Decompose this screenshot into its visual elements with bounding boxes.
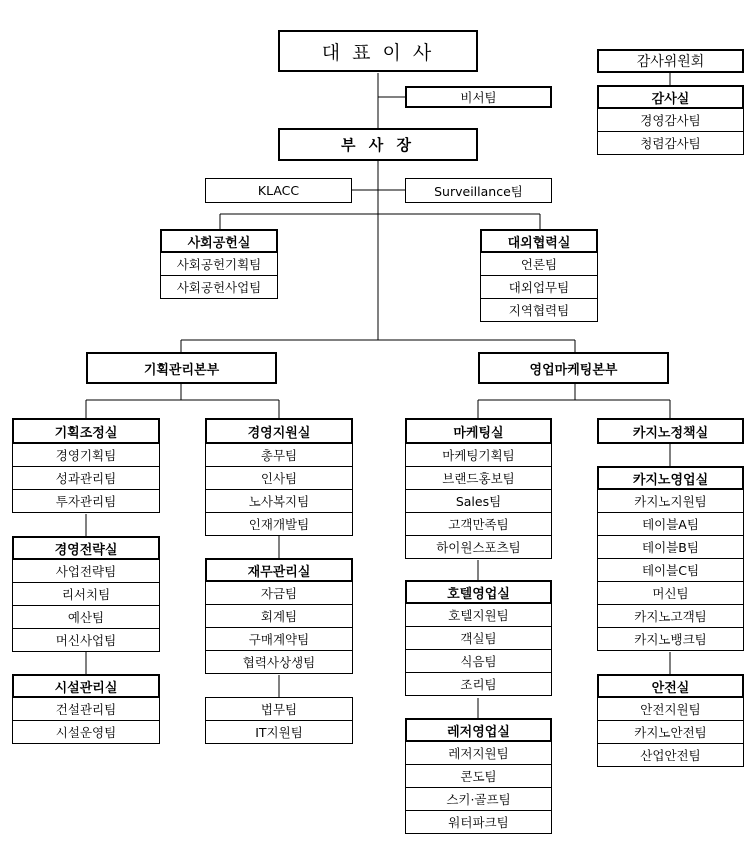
team-box: 인재개발팀 [205, 512, 353, 536]
team-box: 머신팀 [597, 581, 744, 605]
team-box: 객실팀 [405, 626, 552, 650]
office-header: 카지노영업실 [597, 466, 744, 490]
team-box: 마케팅기획팀 [405, 443, 552, 467]
audit-committee-box: 감사위원회 [597, 49, 744, 73]
team-box: 노사복지팀 [205, 489, 353, 513]
team-box: 카지노안전팀 [597, 720, 744, 744]
team-box: 레저지원팀 [405, 741, 552, 765]
social-office-group [160, 229, 278, 299]
office-header: 안전실 [597, 674, 744, 698]
team-box: 고객만족팀 [405, 512, 552, 536]
team-box: 머신사업팀 [12, 628, 160, 652]
team-box: 회계팀 [205, 604, 353, 628]
team-box: 산업안전팀 [597, 743, 744, 767]
team-box: 식음팀 [405, 649, 552, 673]
ceo-box: 대 표 이 사 [278, 30, 478, 72]
team-box: 지역협력팀 [480, 298, 598, 322]
team-box: 경영기획팀 [12, 443, 160, 467]
social-office-header: 사회공헌실 [160, 229, 278, 253]
office-header: 기획조정실 [12, 418, 160, 444]
office-header: 레저영업실 [405, 718, 552, 742]
direct-teams-group [205, 697, 353, 744]
team-box: 카지노뱅크팀 [597, 627, 744, 651]
surveillance-team-box: Surveillance팀 [405, 178, 552, 203]
external-office-header: 대외협력실 [480, 229, 598, 253]
planning-hq-box: 기획관리본부 [86, 352, 277, 384]
team-box: IT지원팀 [205, 720, 353, 744]
casino-policy-box: 카지노정책실 [597, 418, 744, 444]
vice-president-box: 부 사 장 [278, 128, 478, 161]
team-box: 카지노고객팀 [597, 604, 744, 628]
team-box: 호텔지원팀 [405, 603, 552, 627]
team-box: Sales팀 [405, 489, 552, 513]
team-box: 시설운영팀 [12, 720, 160, 744]
facility-office-group [12, 674, 160, 744]
office-header: 재무관리실 [205, 558, 353, 582]
team-box: 자금팀 [205, 581, 353, 605]
team-box: 협력사상생팀 [205, 650, 353, 674]
team-box: 카지노지원팀 [597, 489, 744, 513]
team-box: 구매계약팀 [205, 627, 353, 651]
external-office-group [480, 229, 598, 322]
team-box: 사회공헌사업팀 [160, 275, 278, 299]
team-box: 테이블B팀 [597, 535, 744, 559]
team-box: 투자관리팀 [12, 489, 160, 513]
finance-office-group [205, 558, 353, 674]
team-box: 경영감사팀 [597, 108, 744, 132]
office-header: 경영전략실 [12, 536, 160, 560]
team-box: 리서치팀 [12, 582, 160, 606]
team-box: 사회공헌기획팀 [160, 252, 278, 276]
team-box: 콘도팀 [405, 764, 552, 788]
team-box: 테이블C팀 [597, 558, 744, 582]
team-box: 청렴감사팀 [597, 131, 744, 155]
audit-office-header: 감사실 [597, 85, 744, 109]
casino-sales-office-group [597, 466, 744, 651]
team-box: 예산팀 [12, 605, 160, 629]
secretary-team-box: 비서팀 [405, 86, 552, 108]
office-header: 시설관리실 [12, 674, 160, 698]
klacc-box: KLACC [205, 178, 352, 203]
support-office-group [205, 418, 353, 536]
team-box: 테이블A팀 [597, 512, 744, 536]
hotel-office-group [405, 580, 552, 696]
team-box: 대외업무팀 [480, 275, 598, 299]
team-box: 스키·골프팀 [405, 787, 552, 811]
office-header: 호텔영업실 [405, 580, 552, 604]
strategy-office-group [12, 536, 160, 652]
team-box: 법무팀 [205, 697, 353, 721]
planning-coordination-group [12, 418, 160, 513]
office-header: 경영지원실 [205, 418, 353, 444]
leisure-office-group [405, 718, 552, 834]
team-box: 하이원스포츠팀 [405, 535, 552, 559]
team-box: 언론팀 [480, 252, 598, 276]
audit-office-group [597, 85, 744, 155]
team-box: 워터파크팀 [405, 810, 552, 834]
team-box: 성과관리팀 [12, 466, 160, 490]
team-box: 인사팀 [205, 466, 353, 490]
sales-hq-box: 영업마케팅본부 [478, 352, 669, 384]
marketing-office-group [405, 418, 552, 559]
team-box: 조리팀 [405, 672, 552, 696]
team-box: 브랜드홍보팀 [405, 466, 552, 490]
team-box: 총무팀 [205, 443, 353, 467]
safety-office-group [597, 674, 744, 767]
team-box: 건설관리팀 [12, 697, 160, 721]
team-box: 사업전략팀 [12, 559, 160, 583]
team-box: 안전지원팀 [597, 697, 744, 721]
office-header: 마케팅실 [405, 418, 552, 444]
